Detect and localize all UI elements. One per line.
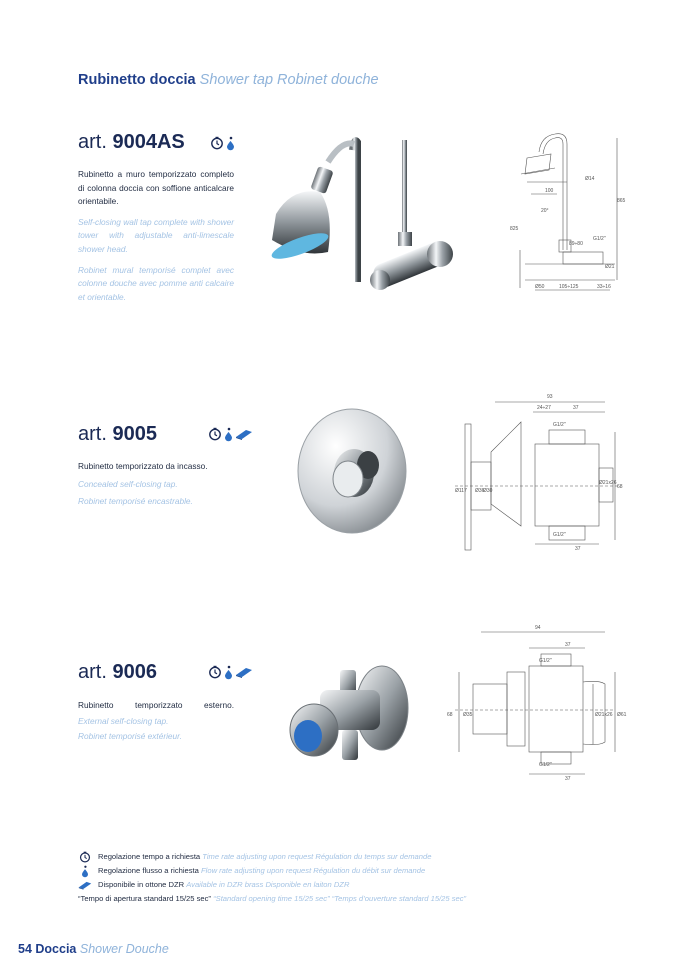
legend-item xyxy=(78,892,466,906)
product-title xyxy=(78,423,157,446)
legend-text-it: “Tempo di apertura standard 15/25 sec” xyxy=(78,894,211,903)
dim-label: 94 xyxy=(535,625,541,631)
dim-label: 37 xyxy=(575,546,581,552)
drop-icon xyxy=(224,665,233,679)
brass-icon xyxy=(235,428,253,440)
legend-text-tr: Available in DZR brass Disponible en laiton DZR xyxy=(186,880,350,889)
article-prefix: art. xyxy=(78,423,107,445)
description-en: Concealed self-closing tap. xyxy=(78,478,178,489)
product-title xyxy=(78,661,157,684)
dim-label: Ø117 xyxy=(455,488,467,494)
technical-drawing-9004AS xyxy=(505,130,625,302)
drop-icon xyxy=(78,865,92,877)
brass-icon xyxy=(235,666,253,678)
article-prefix: art. xyxy=(78,661,107,683)
dim-label: 37 xyxy=(565,642,571,648)
dim-label: 20° xyxy=(541,208,549,214)
legend-text-tr: Flow rate adjusting upon request Régulation du débit sur demande xyxy=(201,866,426,875)
description-fr: Robinet temporisé encastrable. xyxy=(78,496,193,507)
dim-label: G1/2" xyxy=(593,236,606,242)
dim-label: 100 xyxy=(545,188,554,194)
dim-label: G1/2" xyxy=(539,658,552,664)
drop-icon xyxy=(224,427,233,441)
brass-icon xyxy=(78,880,92,890)
legend-text-tr: Time rate adjusting upon request Régulation du temps sur demande xyxy=(202,852,432,861)
description-it: Rubinetto a muro temporizzato completo di colonna doccia con soffione anticalcare orientabile. xyxy=(78,169,234,207)
page-footer xyxy=(18,942,169,956)
feature-icons xyxy=(208,665,253,679)
product-photo-shower-tower xyxy=(262,132,462,302)
footer-title-it: Doccia xyxy=(35,942,77,956)
product-photo-external-tap xyxy=(282,660,412,770)
feature-icons xyxy=(210,136,235,150)
legend-text-it: Regolazione tempo a richiesta xyxy=(98,852,201,861)
dim-label: G1/2" xyxy=(553,532,566,538)
clock-icon xyxy=(78,851,92,863)
clock-icon xyxy=(210,136,224,150)
page-header xyxy=(78,72,379,88)
drop-icon xyxy=(226,136,235,150)
dim-label: Ø21x26 xyxy=(599,480,617,486)
dim-label: Ø21 xyxy=(605,264,615,270)
dim-label: Ø35 xyxy=(463,712,473,718)
dim-label: Ø14 xyxy=(585,176,595,182)
feature-icons xyxy=(208,427,253,441)
product-description xyxy=(78,699,234,751)
article-code: 9005 xyxy=(112,423,157,445)
dim-label: Ø21x26 xyxy=(595,712,613,718)
dim-label: Ø61 xyxy=(617,712,627,718)
dim-label: 825 xyxy=(510,226,519,232)
product-photo-concealed-tap xyxy=(298,405,410,535)
dim-label: G1/2" xyxy=(553,422,566,428)
description-fr: Robinet mural temporisé complet avec colonne douche avec pomme anti calcaire et orientable. xyxy=(78,264,234,302)
dim-label: 24÷27 xyxy=(537,405,551,411)
article-prefix: art. xyxy=(78,131,107,153)
header-title-it: Rubinetto doccia xyxy=(78,72,196,88)
dim-label: Ø36 xyxy=(475,488,485,494)
article-code: 9006 xyxy=(112,661,157,683)
product-description xyxy=(78,168,234,311)
dim-label: Ø30 xyxy=(483,488,493,494)
description-it: Rubinetto temporizzato esterno. xyxy=(78,700,234,710)
article-code: 9004AS xyxy=(112,131,185,153)
dim-label: 105÷125 xyxy=(559,284,579,290)
legend-item xyxy=(78,850,466,864)
dim-label: Ø50 xyxy=(535,284,545,290)
description-en: External self-closing tap. xyxy=(78,715,169,726)
description-en: Self-closing wall tap complete with shower tower with adjustable anti-limescale shower head. xyxy=(78,216,234,254)
dim-label: 89÷80 xyxy=(569,241,583,247)
description-fr: Robinet temporisé extérieur. xyxy=(78,731,182,742)
dim-label: 68 xyxy=(447,712,453,718)
dim-label: 37 xyxy=(573,405,579,411)
dim-label: 33÷16 xyxy=(597,284,611,290)
dim-label: 93 xyxy=(547,394,553,400)
dim-label: 68 xyxy=(617,484,623,490)
legend-item xyxy=(78,878,466,892)
technical-drawing-9006 xyxy=(445,622,625,784)
legend-item xyxy=(78,864,466,878)
legend-text-tr: “Standard opening time 15/25 sec” “Temps d’ouverture standard 15/25 sec” xyxy=(213,894,467,903)
clock-icon xyxy=(208,427,222,441)
description-it: Rubinetto temporizzato da incasso. xyxy=(78,461,208,471)
page-number: 54 xyxy=(18,942,32,956)
header-title-tr: Shower tap Robinet douche xyxy=(199,72,379,88)
dim-label: 865 xyxy=(617,198,626,204)
product-description xyxy=(78,460,234,516)
legend-text-it: Regolazione flusso a richiesta xyxy=(98,866,199,875)
dim-label: 37 xyxy=(565,776,571,782)
dim-label: G1/2" xyxy=(539,762,552,768)
icon-legend xyxy=(78,850,466,906)
technical-drawing-9005 xyxy=(455,392,625,554)
clock-icon xyxy=(208,665,222,679)
legend-text-it: Disponibile in ottone DZR xyxy=(98,880,185,889)
footer-title-tr: Shower Douche xyxy=(79,942,169,956)
product-title xyxy=(78,131,185,154)
